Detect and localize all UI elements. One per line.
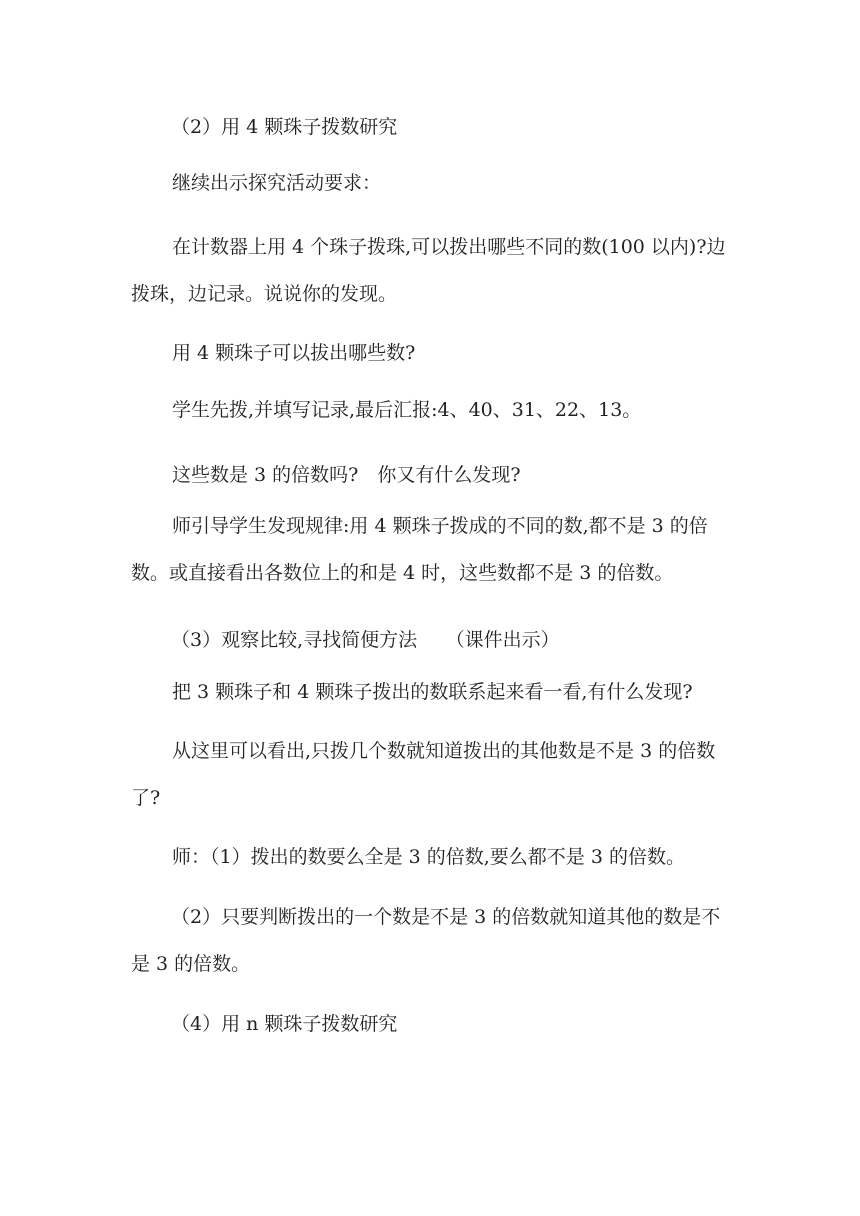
heading-observe-compare: （3）观察比较,寻找简便方法 （课件出示） [171,629,560,651]
paragraph-question-4-beads: 用 4 颗珠子可以拔出哪些数? [172,342,416,364]
paragraph-conclusion-question: 从这里可以看出,只拨几个数就知道拨出的其他数是不是 3 的倍数了? [131,740,716,809]
paragraph-compare-beads: 把 3 颗珠子和 4 颗珠子拨出的数联系起来看一看,有什么发现? [172,681,693,703]
paragraph-activity-requirement: 在计数器上用 4 个珠子拨珠,可以拨出哪些不同的数(100 以内)?边拨珠，边记录。说说你的发现。 [131,236,726,305]
heading-n-beads: （4）用 n 颗珠子拨数研究 [171,1013,398,1035]
heading-4-beads: （2）用 4 颗珠子拨数研究 [171,116,398,138]
paragraph-activity-intro: 继续出示探究活动要求： [172,172,382,194]
paragraph-teacher-point-2: （2）只要判断拨出的一个数是不是 3 的倍数就知道其他的数是不是 3 的倍数。 [131,906,721,975]
paragraph-student-report: 学生先拨,并填写记录,最后汇报:4、40、31、22、13。 [172,399,642,421]
paragraph-multiple-question: 这些数是 3 的倍数吗? 你又有什么发现? [172,464,521,486]
paragraph-teacher-guidance: 师引导学生发现规律:用 4 颗珠子拨成的不同的数,都不是 3 的倍数。或直接看出各数位上的和是 4 时，这些数都不是 3 的倍数。 [131,515,708,584]
paragraph-teacher-point-1: 师：（1）拨出的数要么全是 3 的倍数,要么都不是 3 的倍数。 [172,846,685,868]
